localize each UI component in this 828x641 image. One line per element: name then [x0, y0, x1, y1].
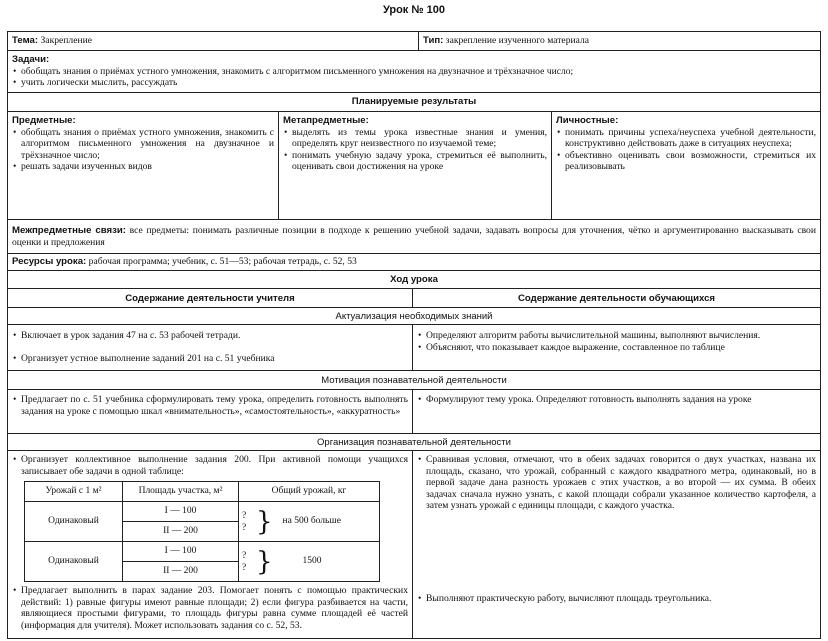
planned-results-heading: Планируемые результаты — [351, 96, 477, 107]
meta-item: • понимать учебную задачу урока, стремиться её выполнить, оценивать свои достижения на уроке — [283, 150, 547, 173]
subject-label: Предметные: — [12, 115, 76, 126]
brace-icon: } — [256, 506, 273, 537]
table-row — [25, 502, 380, 522]
activity-headers-row — [8, 289, 820, 308]
personal-item: • объективно оценивать свои возможности, стремиться их реализовывать — [556, 150, 816, 173]
stage3-row — [8, 451, 820, 639]
meta-label: Метапредметные: — [283, 115, 369, 126]
stage2-title: Мотивация познавательной деятельности — [321, 375, 507, 386]
subject-item: • решать задачи изученных видов — [12, 161, 274, 173]
yield-cell: Одинаковый — [25, 542, 123, 582]
task-item: • учить логически мыслить, рассуждать — [12, 77, 816, 89]
subject-item: • обобщать знания о приёмах устного умножения, знакомить с алгоритмом письменного умножения на двузначное и трёхзначное число; — [12, 127, 274, 162]
area-cell: I — 100 — [123, 542, 239, 562]
table-header: Урожай с 1 м² — [25, 482, 123, 502]
intersubject-text: все предметы: понимать различные позиции в подходе к решению учебной задачи, задавать вопросы для уточнения, чётко и аргументированно высказывать свои оценки и предложения — [12, 225, 816, 248]
stage1-teacher-item: • Включает в урок задания 47 на с. 53 рабочей тетради. — [12, 330, 408, 342]
area-cell: II — 200 — [123, 522, 239, 542]
stage1-teacher-item: • Организует устное выполнение заданий 201 на с. 51 учебника — [12, 353, 408, 365]
topic-row — [8, 32, 820, 51]
stage3-students-item: • Сравнивая условия, отмечают, что в обеих задачах говорится о двух участках, названа их площадь, сказано, что урожай, собранный с каждого квадратного метра, одинаковый, но в первой задаче дана разность урожаев с этих участков, а во второй — их сумма. В обеих задачах сначала нужно узнать, с какой площади собрали указанное количество картофеля, а затем узнать урожай с единицы площади, с каждого участка. — [417, 454, 816, 512]
table-header: Площадь участка, м² — [123, 482, 239, 502]
stage3-teacher-item: • Организует коллективное выполнение задания 200. При активной помощи учащихся записывает обе задачи в одной таблице: — [12, 454, 408, 477]
lesson-plan-table — [7, 31, 821, 639]
stage1-title: Актуализация необходимых знаний — [335, 311, 493, 322]
personal-results — [552, 112, 820, 219]
unknown-mark: ? — [242, 562, 247, 573]
personal-label: Личностные: — [556, 115, 619, 126]
meta-results — [279, 112, 551, 219]
stage-title-row — [8, 434, 820, 451]
stage2-row — [8, 390, 820, 434]
type-label: Тип: — [423, 35, 444, 46]
brace-icon: } — [256, 546, 273, 577]
tasks-label: Задачи: — [12, 54, 50, 65]
stage3-title: Организация познавательной деятельности — [317, 437, 511, 448]
stage-title-row — [8, 371, 820, 390]
unknown-mark: ? — [242, 522, 247, 533]
stage3-teacher-item: • Предлагает выполнить в парах задание 203. Помогает понять с помощью практических действий: 1) равные фигуры имеют равные площади; 2) если фигура разбивается на части, являющиеся простыми фигурами, то площадь фигуры равна сумме площадей её частей (информация для учителя). Может использовать задания со с. 52, 53. — [12, 585, 408, 631]
students-header: Содержание деятельности обучающихся — [517, 293, 716, 304]
topic-value: Закрепление — [40, 35, 92, 46]
intersubject-label: Межпредметные связи: — [12, 225, 126, 236]
total-cell: на 500 больше — [282, 515, 341, 526]
stage2-students-item: • Формулируют тему урока. Определяют готовность выполнять задания на уроке — [417, 394, 816, 406]
stage-title-row — [8, 308, 820, 325]
unknown-mark: ? — [242, 550, 247, 561]
stage3-students-item: • Выполняют практическую работу, вычисляют площадь треугольника. — [417, 593, 816, 605]
area-cell: II — 200 — [123, 562, 239, 582]
total-cell: 1500 — [302, 555, 322, 566]
personal-item: • понимать причины успеха/неуспеха учебной деятельности, конструктивно действовать даже в ситуациях неуспеха; — [556, 127, 816, 150]
stage1-row — [8, 325, 820, 371]
topic-cell — [8, 32, 418, 50]
stage1-students-item: • Объясняют, что показывает каждое выражение, составленное по таблице — [417, 342, 816, 354]
unknown-mark: ? — [242, 510, 247, 521]
area-cell: I — 100 — [123, 502, 239, 522]
tasks-cell — [8, 51, 820, 92]
intersubject-row — [8, 220, 820, 254]
resources-label: Ресурсы урока: — [12, 256, 87, 267]
lesson-title: Урок № 100 — [382, 4, 446, 16]
resources-row — [8, 254, 820, 271]
topic-label: Тема: — [12, 35, 39, 46]
type-value: закрепление изученного материала — [445, 35, 590, 46]
teacher-header: Содержание деятельности учителя — [125, 293, 295, 304]
meta-item: • выделять из темы урока известные знания и умения, определять круг неизвестного по изучаемой теме; — [283, 127, 547, 150]
resources-text: рабочая программа; учебник, с. 51—53; рабочая тетрадь, с. 52, 53 — [88, 256, 357, 267]
type-cell — [419, 32, 819, 50]
subject-results — [8, 112, 278, 219]
task-item: • обобщать знания о приёмах устного умножения, знакомить с алгоритмом письменного умножения на двузначное и трёхзначное число; — [12, 66, 816, 78]
results-row — [8, 112, 820, 220]
planned-results-row — [8, 93, 820, 112]
stage1-students-item: • Определяют алгоритм работы вычислительной машины, выполняют вычисления. — [417, 330, 816, 342]
harvest-table — [24, 481, 380, 582]
yield-cell: Одинаковый — [25, 502, 123, 542]
stage2-teacher-item: • Предлагает по с. 51 учебника сформулировать тему урока, определить готовность выполнять задания на уроке с помощью шкал «внимательность», «самостоятельность», «аккуратность» — [12, 394, 408, 417]
tasks-row — [8, 51, 820, 93]
table-header: Общий урожай, кг — [239, 482, 380, 502]
lesson-course-row — [8, 271, 820, 289]
lesson-course-heading: Ход урока — [390, 274, 438, 285]
table-row — [25, 542, 380, 562]
